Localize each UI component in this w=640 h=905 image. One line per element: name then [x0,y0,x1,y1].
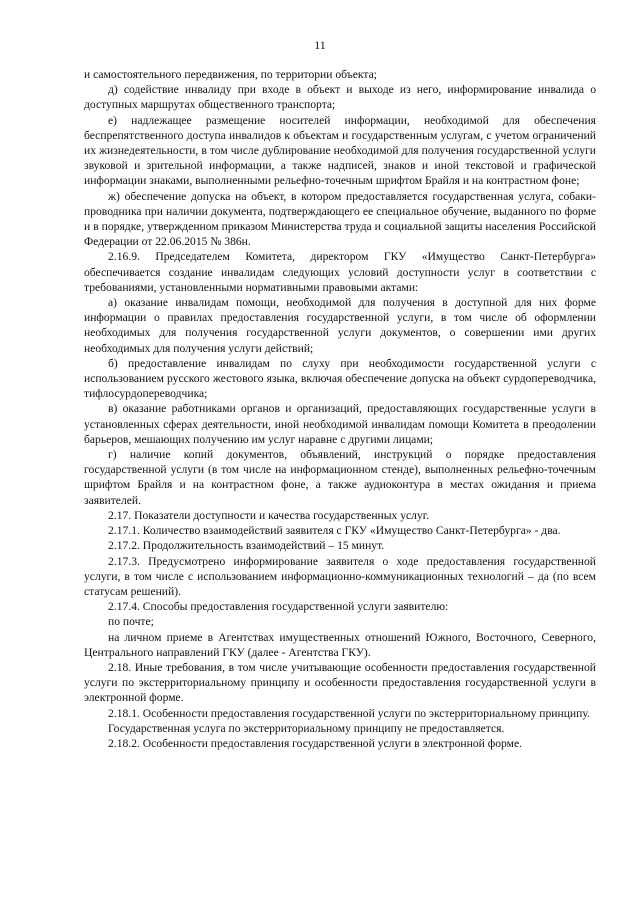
page-number: 11 [314,38,326,52]
paragraph: б) предоставление инвалидам по слуху при необходимости государственной услуги с использованием русского жестового языка, включая обеспечение допуска на объект сурдопереводчика, тифлосурдопереводчика; [84,356,596,401]
paragraph: 2.17.4. Способы предоставления государственной услуги заявителю: [108,600,449,614]
paragraph: 2.17. Показатели доступности и качества государственных услуг. [108,508,430,522]
paragraph: 2.18. Иные требования, в том числе учитывающие особенности предоставления государственной услуги по экстерриториальному принципу и особенности предоставления государственной услуги в электронной форме. [84,660,596,705]
paragraph: Государственная услуга по экстерриториальному принципу не предоставляется. [108,721,505,735]
paragraph: и самостоятельного передвижения, по территории объекта; [84,68,377,81]
paragraph: в) оказание работниками органов и организаций, предоставляющих государственные услуги в установленных сферах деятельности, иной необходимой инвалидам помощи Комитета в преодолении барьеров, мешающих получению им услуг наравне с другими лицами; [84,402,596,446]
paragraph: по почте; [108,615,154,629]
paragraph: ж) обеспечение допуска на объект, в котором предоставляется государственная услуга, собаки-проводника при наличии документа, подтверждающего ее специальное обучение, выданного по форме и в порядке, утвержденном приказом Министерства труда и социальной защиты населения Российской Федерации от 22.06.2015 № 386н. [84,189,596,249]
paragraph: 2.18.2. Особенности предоставления государственной услуги в электронной форме. [108,736,523,750]
paragraph: е) надлежащее размещение носителей информации, необходимой для обеспечения беспрепятственного доступа инвалидов к объектам и государственным услугам, с учетом ограничений их жизнедеятельности, в том числе дублирование необходимой для получения государственной услуги звуковой и зрительной информации, а также надписей, знаков и иной текстовой и графической информации знаками, выполненными рельефно-точечным шрифтом Брайля и на контрастном фоне; [84,113,596,188]
paragraph: 2.18.1. Особенности предоставления государственной услуги по экстерриториальному принципу. [108,706,590,720]
paragraph: 2.17.2. Продолжительность взаимодействий – 15 минут. [108,539,385,553]
paragraph: г) наличие копий документов, объявлений, инструкций о порядке предоставления государственной услуги (в том числе на информационном стенде), выполненных рельефно-точечным шрифтом Брайля и на контрастном фоне, а также аудиоконтура в местах ожидания и приема заявителей. [84,448,596,507]
paragraph: 2.16.9. Председателем Комитета, директором ГКУ «Имущество Санкт-Петербурга» обеспечивается создание инвалидам следующих условий доступности услуг в соответствии с требованиями, установленными нормативными правовыми актами: [84,250,596,294]
paragraph: а) оказание инвалидам помощи, необходимой для получения в доступной для них форме информации о правилах предоставления государственной услуги, в том числе об оформлении необходимых для получения государственной услуги документов, о совершении ими других необходимых для получения услуги действий; [84,296,596,355]
paragraph: на личном приеме в Агентствах имущественных отношений Южного, Восточного, Северного, Центрального направлений ГКУ (далее - Агентства ГКУ). [84,630,596,659]
document-body [84,67,596,751]
paragraph: 2.17.3. Предусмотрено информирование заявителя о ходе предоставления государственной услуги, в том числе с использованием информационно-коммуникационных технологий – да (по всем статусам решений). [84,554,596,598]
paragraph: 2.17.1. Количество взаимодействий заявителя с ГКУ «Имущество Санкт-Петербурга» - два. [108,524,561,538]
paragraph: д) содействие инвалиду при входе в объект и выходе из него, информирование инвалида о доступных маршрутах общественного транспорта; [84,83,596,112]
